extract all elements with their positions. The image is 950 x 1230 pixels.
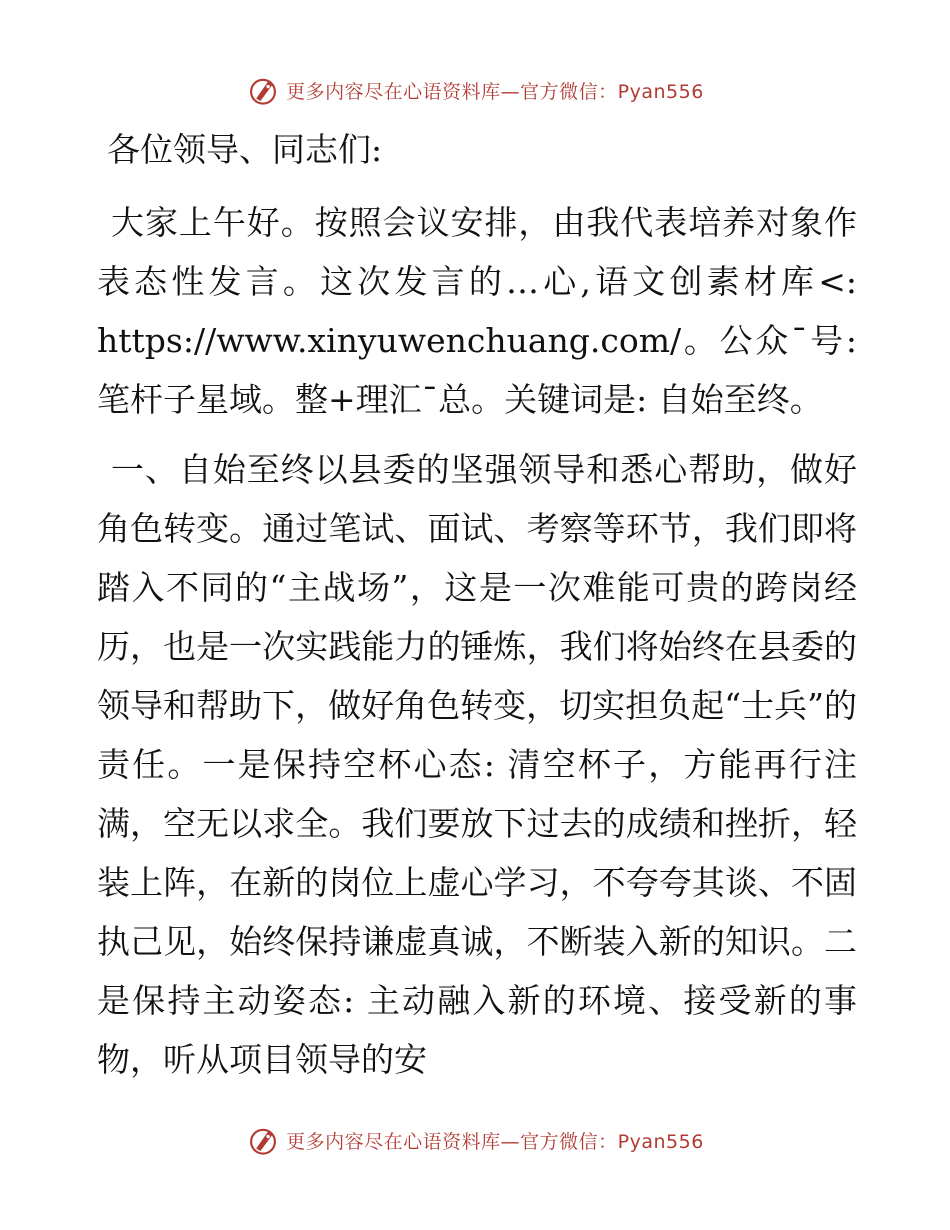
header-watermark-banner [0, 70, 950, 110]
pen-nib-icon [246, 1123, 280, 1157]
paragraph-intro: 大家上午好。按照会议安排，由我代表培养对象作表态性发言。这次发言的…心,语文创素材库<: https://www.xinyuwenchuang.com/。公众¯号: 笔杆子星域。整+理汇¯总。关键词是: 自始至终。 [97, 203, 857, 419]
salutation: 各位领导、同志们: [107, 130, 383, 169]
footer-watermark-banner [0, 1120, 950, 1160]
paragraph-section-one: 一、自始至终以县委的坚强领导和悉心帮助，做好角色转变。通过笔试、面试、考察等环节，我们即将踏入不同的“主战场”，这是一次难能可贵的跨岗经历，也是一次实践能力的锤炼，我们将始终在县委的领导和帮助下，做好角色转变，切实担负起“士兵”的责任。一是保持空杯心态: 清空杯子，方能再行注满，空无以求全。我们要放下过去的成绩和挫折，轻装上阵，在新的岗位上虚心学习，不夸夸其谈、不固执己见，始终保持谦虚真诚，不断装入新的知识。二是保持主动姿态: 主动融入新的环境、接受新的事物，听从项目领导的安 [97, 450, 857, 1079]
pen-nib-icon [246, 73, 280, 107]
watermark-text: 更多内容尽在心语资料库—官方微信：Pyan556 [286, 1130, 704, 1153]
watermark-text: 更多内容尽在心语资料库—官方微信：Pyan556 [286, 80, 704, 103]
document-body [97, 120, 857, 1100]
